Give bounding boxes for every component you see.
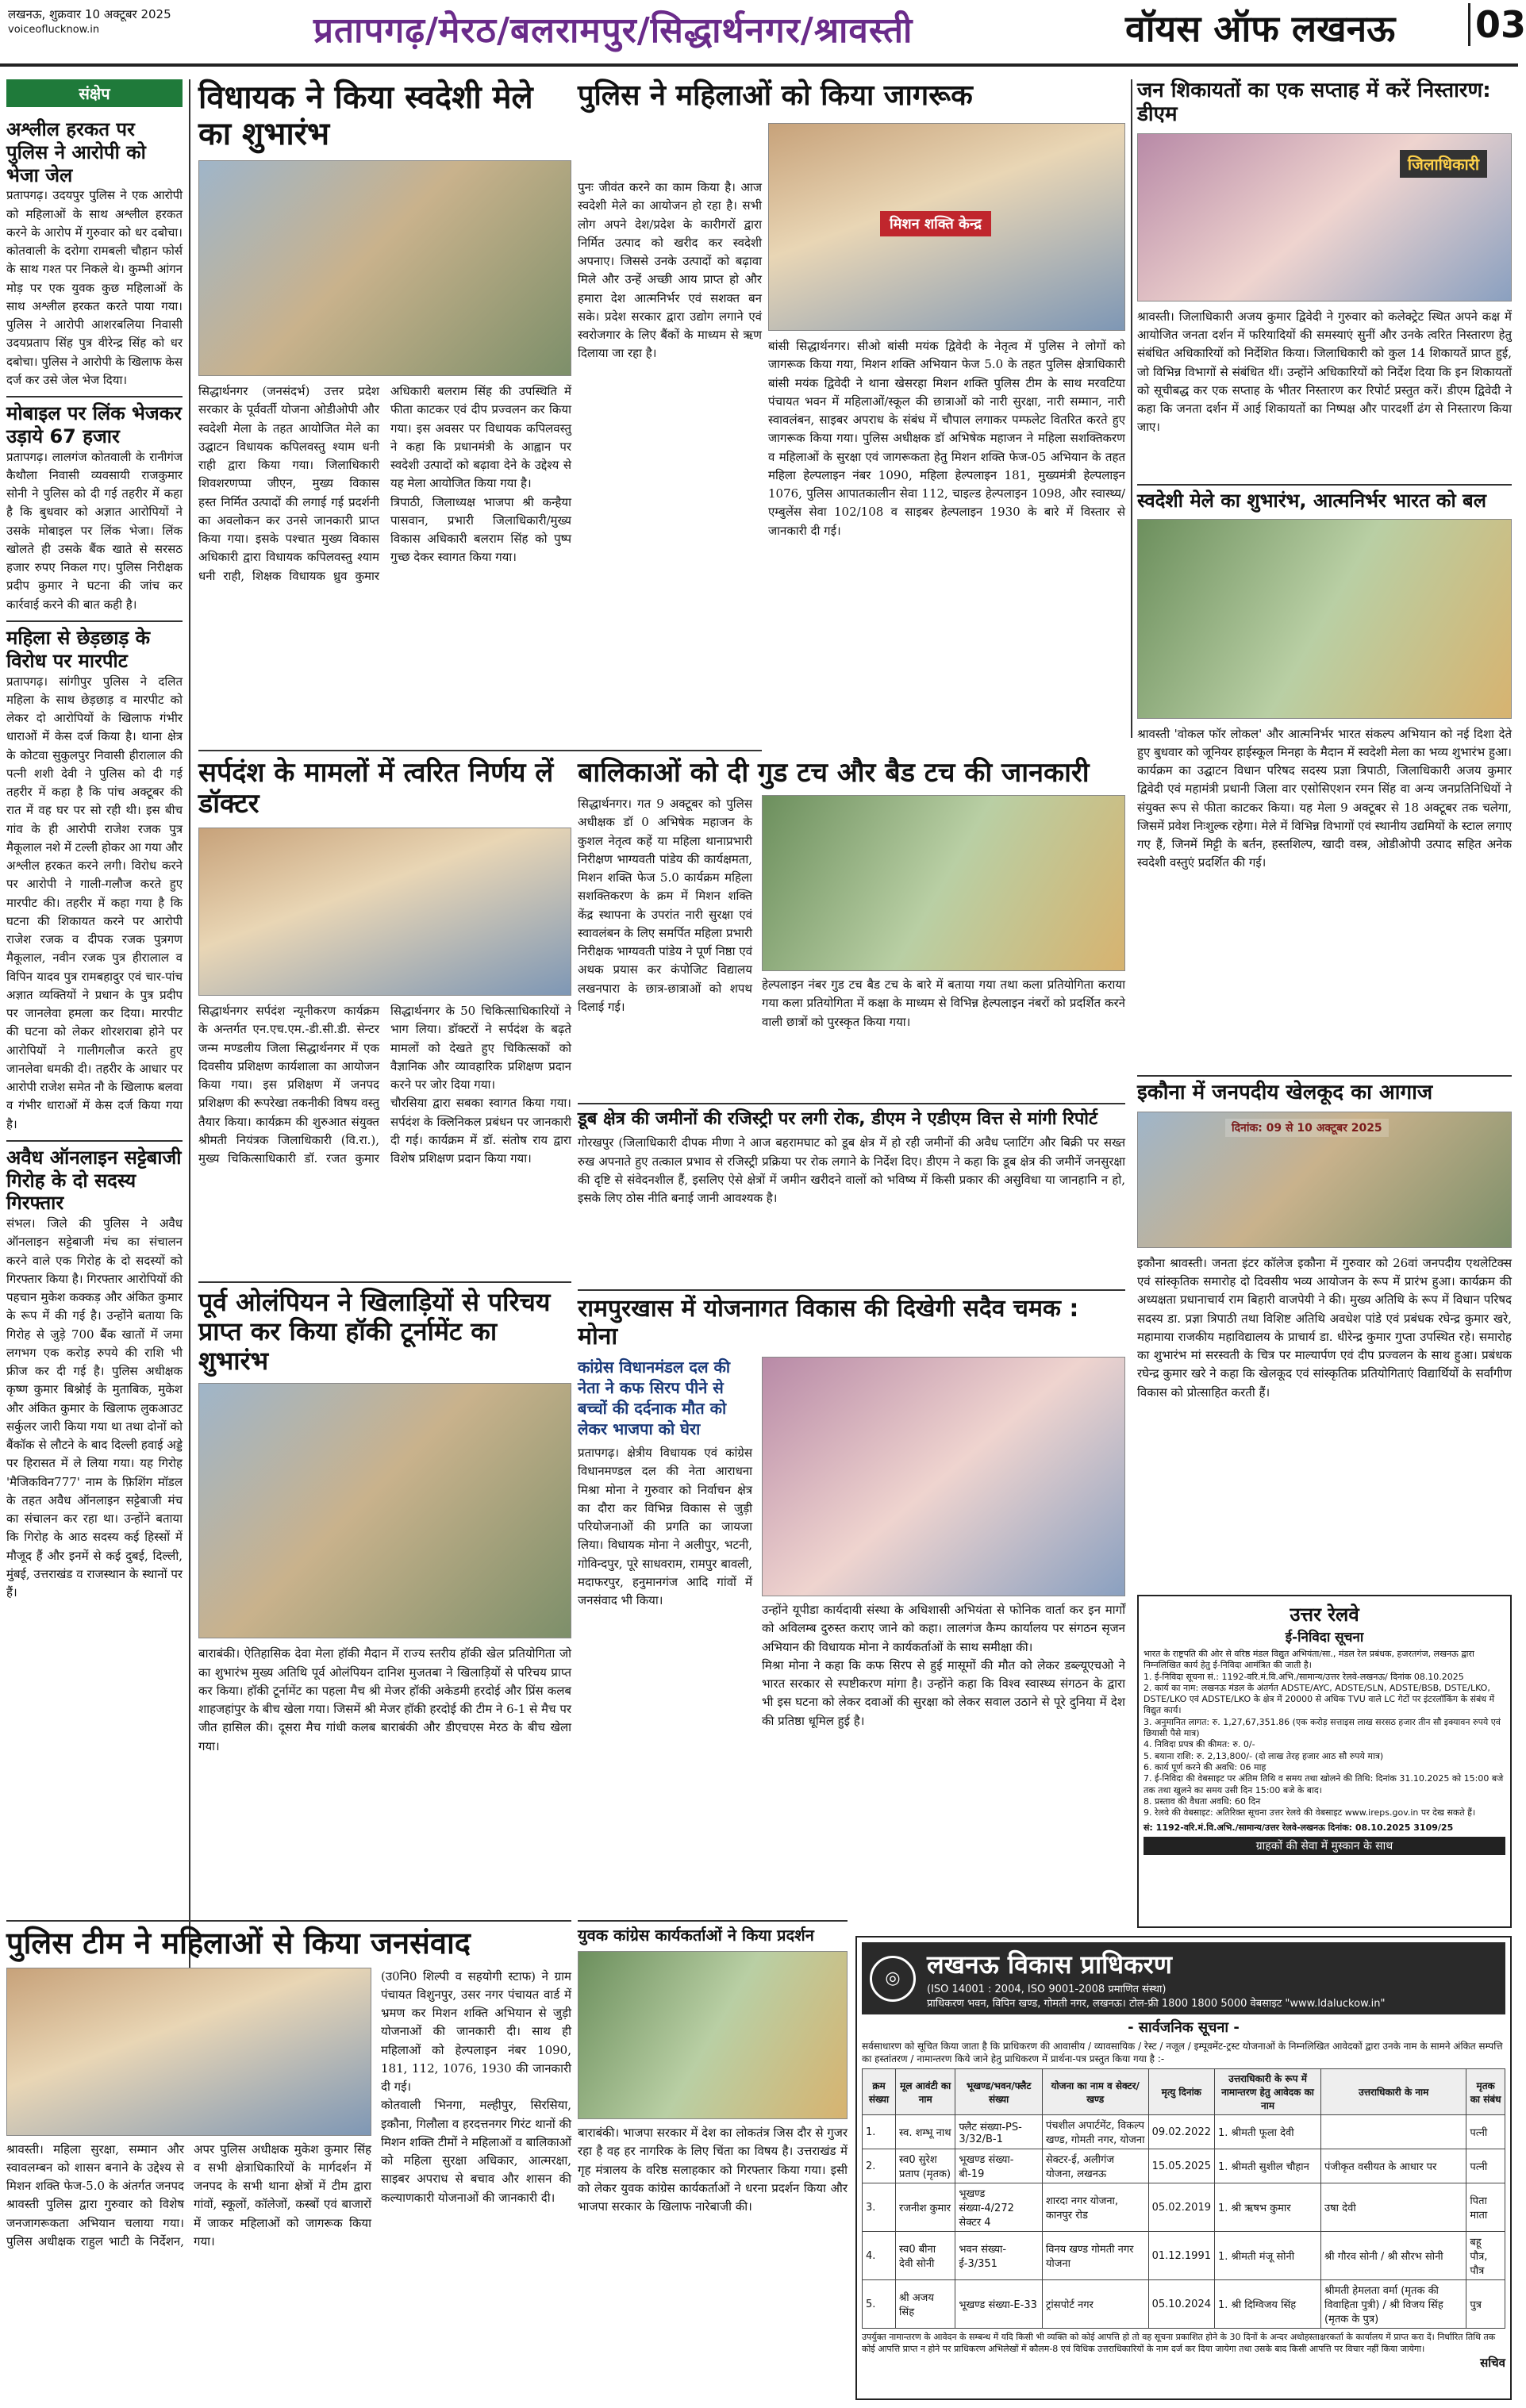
story-body: श्रावस्ती 'वोकल फॉर लोकल' और आत्मनिर्भर भारत संकल्प अभियान को नई दिशा देते हुए बुधवार को जूनियर हाईस्कूल मिनहा के मैदान में स्वदेशी मेला का भव्य शुभारंभ हुआ। कार्यक्रम का उद्घाटन विधान परिषद सदस्य प्रज्ञा त्रिपाठी, जिलाधिकारी अजय कुमार द्विवेदी एवं महामंत्री प्रधानी जिला वार एसोसिएशन रमन सिंह वा अन्य जनप्रतिनिधियों ने संयुक्त रूप से फीता काटकर किया। यह मेला 9 अक्टूबर से 18 अक्टूबर तक चलेगा, जिसमें प्रवेश निःशुल्क रहेगा। मेले में विभिन्न विभागों एवं स्थानीय उद्यमियों के स्टाल लगाए गए हैं, जिनमें मिट्टी के बर्तन, हस्तशिल्प, खादी वस्त्र, ओडीओपी उत्पाद सहित अनेक स्वदेशी वस्तुएं प्रदर्शित की गई। xyxy=(1137,726,1512,870)
ad-row: 4. निविदा प्रपत्र की कीमत: रु. 0/- xyxy=(1144,1739,1255,1750)
table-header: मृत्यु दिनांक xyxy=(1148,2069,1214,2115)
story-headline: डूब क्षेत्र की जमीनों की रजिस्ट्री पर लगी रोक, डीएम ने एडीएम वित्त से मांगी रिपोर्ट xyxy=(578,1109,1098,1129)
story-headline: पुलिस ने महिलाओं को किया जागरूक xyxy=(578,79,973,112)
story-photo xyxy=(1137,1112,1512,1248)
lda-title: लखनऊ विकास प्राधिकरण xyxy=(927,1949,1172,1980)
table-header: क्रम संख्या xyxy=(863,2069,896,2115)
table-header: उत्तराधिकारी के नाम xyxy=(1321,2069,1466,2115)
table-cell: 05.10.2024 xyxy=(1148,2280,1214,2329)
story-body: हेल्पलाइन नंबर गुड टच बैड टच के बारे में बताया गया तथा कला प्रतियोगिता कराया गया कला प्रतियोगिता में कक्षा के माध्यम से विभिन्न हेल्पलाइन नंबरों को प्रदर्शित करने वाली छात्रों को पुरस्कृत किया गया। xyxy=(762,977,1125,1029)
lda-sign: सचिव xyxy=(1480,2355,1505,2370)
ad-row: 5. बयाना राशि: रु. 2,13,800/- (दो लाख तेरह हजार आठ सौ रुपये मात्र) xyxy=(1144,1750,1384,1761)
story-vidhayak-cont xyxy=(578,179,762,742)
story-dm xyxy=(1137,79,1512,492)
table-row xyxy=(863,2183,1505,2232)
page-number: 03 xyxy=(1468,3,1526,46)
table-cell: श्रीमती हेमलता वर्मा (मृतक की विवाहिता पुत्री) / श्री विजय सिंह (मृतक के पुत्र) xyxy=(1321,2280,1466,2329)
story-balika xyxy=(578,758,1125,1099)
story-body: बाराबंकी। ऐतिहासिक देवा मेला हॉकी मैदान में राज्य स्तरीय हॉकी खेल प्रतियोगिता जो का शुभारंभ मुख्य अतिथि पूर्व ओलंपियन दानिश मुजतबा ने खिलाड़ियों से परिचय प्राप्त कर किया। हॉकी टूर्नामेंट का पहला मैच श्री मेजर हॉकी अकेडमी हरदोई और प्रिंस कलब शाहजहांपुर के बीच खेला गया। जिसमें श्री मेजर हॉकी हरदोई की टीम ने 6-1 से मैच पर जीत हासिल की। दूसरा मैच गांधी कलब बाराबंकी और डीएचएस मेरठ के बीच खेला गया। xyxy=(198,1646,571,1753)
table-cell: पत्नी xyxy=(1466,2115,1505,2149)
story-headline: रामपुरखास में योजनागत विकास की दिखेगी सदैव चमक : मोना xyxy=(578,1295,1079,1350)
table-row xyxy=(863,2232,1505,2280)
story-headline: इकौना में जनपदीय खेलकूद का आगाज xyxy=(1137,1081,1433,1104)
table-cell: 1. श्री ऋषभ कुमार xyxy=(1215,2183,1321,2232)
table-cell: भूखण्ड संख्या-बी-19 xyxy=(955,2149,1042,2183)
table-cell: पिता माता xyxy=(1466,2183,1505,2232)
ad-row: 9. रेलवे की वेबसाइट: अतिरिक्त सूचना उत्तर रेलवे की वेबसाइट www.ireps.gov.in पर देख सकते हैं। xyxy=(1144,1807,1476,1818)
ad-intro: भारत के राष्ट्रपति की ओर से वरिष्ठ मंडल विद्युत अभियंता/सा., मंडल रेल प्रबंधक, हजरतगंज, लखनऊ द्वारा निम्नलिखित कार्य हेतु ई-निविदा आमंत्रित की जाती है। xyxy=(1144,1649,1474,1671)
brief-headline: अश्लील हरकत पर पुलिस ने आरोपी को भेजा जेल xyxy=(6,118,146,186)
ad-row: 2. कार्य का नाम: लखनऊ मंडल के अंतर्गत ADSTE/AYC, ADSTE/SLN, ADSTE/BSB, DSTE/LKO, DSTE/LKO एवं ADSTE/LKO के क्षेत्र में 20000 से अधिक TVU वाले LC गेटों पर इंटरलॉकिंग के संबंध में विद्युत कार्य। xyxy=(1144,1682,1495,1716)
story-photo xyxy=(198,160,571,376)
page-header xyxy=(0,0,1526,67)
table-cell: पंजीकृत वसीयत के आधार पर xyxy=(1321,2149,1466,2183)
story-body: सिद्धार्थनगर (जनसंदर्भ) उत्तर प्रदेश सरकार के पूर्ववर्ती योजना ओडीओपी और स्वदेशी मेला के तहत आयोजित मेले का उद्घाटन विधायक कपिलवस्तु श्याम धनी राही द्वारा किया गया। जिलाधिकारी शिवशरणप्पा जीएन, मुख्य विकास अधिकारी बलराम सिंह की उपस्थिति में फीता काटकर एवं दीप प्रज्वलन कर किया गया। इस अवसर पर विधायक कपिलवस्तु ने कहा कि प्रधानमंत्री के आह्वान पर स्वदेशी उत्पादों को बढ़ावा देने के उद्देश्य से यह मेला आयोजित किया गया है। xyxy=(198,384,571,491)
story-sarpdansh xyxy=(198,758,571,1273)
table-cell: 4. xyxy=(863,2232,896,2280)
story-vidhayak xyxy=(198,79,571,746)
ad-row: 1. ई-निविदा सूचना सं.: 1192-वरि.मं.वि.अभि./सामान्य/उत्तर रेलवे-लखनऊ/ दिनांक 08.10.2025 xyxy=(1144,1671,1464,1682)
table-cell: 1. xyxy=(863,2115,896,2149)
edition-title: प्रतापगढ़/मेरठ/बलरामपुर/सिद्धार्थनगर/श्रावस्ती xyxy=(313,10,913,51)
story-body: प्रशिक्षण की रूपरेखा तकनीकी विषय वस्तु तैयार किया। कार्यक्रम की शुरुआत संयुक्त श्रीमती नियंत्रक जिलाधिकारी (वि.रा.), मुख्य चिकित्साधिकारी डॉ. रजत कुमार चौरसिया द्वारा सबका स्वागत किया गया। सर्पदंश के क्लिनिकल प्रबंधन पर जानकारी दी गई। कार्यक्रम में डॉ. संतोष राय द्वारा विशेष प्रशिक्षण प्रदान किया गया। xyxy=(198,1096,571,1166)
table-cell: 2. xyxy=(863,2149,896,2183)
ad-slogan: ग्राहकों की सेवा में मुस्कान के साथ xyxy=(1144,1837,1505,1855)
brief-headline: महिला से छेड़छाड़ के विरोध पर मारपीट xyxy=(6,620,183,673)
table-header: उत्तराधिकारी के रूप में नामान्तरण हेतु आवेदक का नाम xyxy=(1215,2069,1321,2115)
table-cell: श्री गौरव सोनी / श्री सौरभ सोनी xyxy=(1321,2232,1466,2280)
table-cell: पत्नी xyxy=(1466,2149,1505,2183)
story-subheadline: कांग्रेस विधानमंडल दल की नेता ने कफ सिरप पीने से बच्चों की दर्दनाक मौत को लेकर भाजपा को घेरा xyxy=(578,1358,731,1438)
brief-body: प्रतापगढ़। लालगंज कोतवाली के रानीगंज कैथौला निवासी व्यवसायी राजकुमार सोनी ने पुलिस को दी गई तहरीर में कहा है कि बुधवार को अज्ञात आरोपियों ने उसके मोबाइल पर लिंक भेजा। लिंक खोलते ही उसके बैंक खाते से सरसठ हजार रुपए निकल गए। पुलिस निरीक्षक प्रदीप कुमार ने घटना की जांच कर कार्रवाई करने की बात कही है। xyxy=(6,449,183,612)
table-row xyxy=(863,2149,1505,2183)
table-cell: स्व. शम्भू नाथ xyxy=(896,2115,955,2149)
story-photo xyxy=(6,1968,371,2136)
ad-footer: सं: 1192-वरि.मं.वि.अभि./सामान्य/उत्तर रेलवे-लखनऊ दिनांक: 08.10.2025 3109/25 xyxy=(1144,1822,1454,1834)
lda-notice-title: - सार्वजनिक सूचना - xyxy=(1128,2019,1240,2036)
story-body: सिद्धार्थनगर। गत 9 अक्टूबर को पुलिस अधीक्षक डॉ 0 अभिषेक महाजन के कुशल नेतृत्व कहें या महिला थानाप्रभारी निरीक्षण भाग्यवती पांडेय की कार्यक्षमता, मिशन शक्ति फेज 5.0 कार्यक्रम महिला सशक्तिकरण के क्रम में मिशन शक्ति केंद्र स्थापना के उपरांत नारी सुरक्षा एवं स्वावलंबन के लिए समर्पित महिला प्रभारी निरीक्षक भाग्यवती पांडेय ने पूर्ण निष्ठा एवं अथक प्रयास कर कंपोजिट विद्यालय लखनपारा के छात्र-छात्राओं को शपथ दिलाई गई। xyxy=(578,797,752,1014)
story-body: सिद्धार्थनगर सर्पदंश न्यूनीकरण कार्यक्रम के अन्तर्गत एन.एच.एम.-डी.सी.डी. सेन्टर जन्म मण्डलीय जिला सिद्धार्थनगर में एक दिवसीय प्रशिक्षण कार्यशाला का आयोजन किया गया। इस प्रशिक्षण में जनपद सिद्धार्थनगर के 50 चिकित्साधिकारियों ने भाग लिया। डॉक्टरों ने सर्पदंश के बढ़ते मामलों को देखते हुए चिकित्सकों को वैज्ञानिक और व्यावहारिक प्रशिक्षण प्रदान करने पर जोर दिया गया। xyxy=(198,1004,571,1093)
table-cell: पंचशील अपार्टमेंट, विकल्प खण्ड, गोमती नगर, योजना xyxy=(1042,2115,1148,2149)
table-cell: स्व0 बीना देवी सोनी xyxy=(896,2232,955,2280)
table-cell: फ्लैट संख्या-PS-3/32/B-1 xyxy=(955,2115,1042,2149)
story-photo xyxy=(1137,133,1512,301)
story-headline: युवक कांग्रेस कार्यकर्ताओं ने किया प्रदर्शन xyxy=(578,1926,814,1945)
table-row xyxy=(863,2115,1505,2149)
story-body: पुनः जीवंत करने का काम किया है। आज स्वदेशी मेले का आयोजन हो रहा है। सभी लोग अपने देश/प्रदेश के कारीगरों द्वारा निर्मित उत्पाद को खरीद कर स्वदेशी अपनाए। जिससे उनके उत्पादों को बढ़ावा मिले और उन्हें अच्छी आय प्राप्त हो और हमारा देश आत्मनिर्भर एवं सशक्त बन सके। प्रदेश सरकार द्वारा उद्योग लगाने एवं स्वरोजगार के लिए बैंकों के माध्यम से ऋण दिलाया जा रहा है। xyxy=(578,180,762,361)
table-cell: सेक्टर-ई, अलीगंज योजना, लखनऊ xyxy=(1042,2149,1148,2183)
table-cell: 1. श्री दिग्विजय सिंह xyxy=(1215,2280,1321,2329)
story-jansamvad xyxy=(6,1920,571,2396)
story-body: कोतवाली भिनगा, मल्हीपुर, सिरसिया, इकौना, गिलौला व हरदत्तनगर गिरंट थानों की मिशन शक्ति टीमों ने महिलाओं व बालिकाओं को महिला सुरक्षा अधिकार, आत्मरक्षा, साइबर अपराध से बचाव और शासन की कल्याणकारी योजनाओं की जानकारी दी। xyxy=(381,2098,571,2205)
story-body: श्रावस्ती। महिला सुरक्षा, सम्मान और स्वावलम्बन को शासन बनाने के उद्देश्य से मिशन शक्ति फेज-5.0 के अंतर्गत जनपद श्रावस्ती पुलिस द्वारा गुरुवार को विशेष जनजागरूकता अभियान चलाया गया। पुलिस अधीक्षक राहुल भाटी के निर्देशन, अपर पुलिस अधीक्षक मुकेश कुमार सिंह व सभी क्षेत्राधिकारियों के मार्गदर्शन में जनपद के सभी थाना क्षेत्रों में टीम द्वारा गांवों, स्कूलों, कॉलेजों, कस्बों एवं बाजारों में जाकर महिलाओं को जागरूक किया गया। xyxy=(6,2141,371,2249)
lda-address: प्राधिकरण भवन, विपिन खण्ड, गोमती नगर, लखनऊ। टोल-फ्री 1800 1800 5000 वेबसाइट "www.ldaluckow.in" xyxy=(927,1998,1386,2010)
ad-row: 8. प्रस्ताव की वैधता अवधि: 60 दिन xyxy=(1144,1795,1261,1807)
table-cell: 15.05.2025 xyxy=(1148,2149,1214,2183)
story-body: श्रावस्ती। जिलाधिकारी अजय कुमार द्विवेदी ने गुरुवार को कलेक्ट्रेट स्थित अपने कक्ष में आयोजित जनता दर्शन में फरियादियों की समस्याएं सुनीं और उनके त्वरित निस्तारण हेतु संबंधित अधिकारियों को निर्देशित किया। जिलाधिकारी को कुल 14 शिकायतें प्राप्त हुई, जो विभिन्न विभागों से संबंधित थीं। उन्होंने अधिकारियों को निर्देश दिया कि इन शिकायतों को सूचीबद्ध कर एक सप्ताह के भीतर निस्तारण कर रिपोर्ट प्रस्तुत करें। डीएम द्विवेदी ने कहा कि जनता दर्शन में आई शिकायतों का निष्पक्ष और पारदर्शी ढंग से निस्तारण किया जाए। xyxy=(1137,309,1512,435)
dateline: लखनऊ, शुक्रवार 10 अक्टूबर 2025 xyxy=(8,7,171,21)
nameplate: जिलाधिकारी xyxy=(1400,150,1487,178)
table-cell: 1. श्रीमती मंजू सोनी xyxy=(1215,2232,1321,2280)
lda-logo-icon: ◎ xyxy=(870,1956,916,2002)
table-cell: भवन संख्या-ई-3/351 xyxy=(955,2232,1042,2280)
story-body: मिश्रा मोना ने कहा कि कफ सिरप से हुई मासूमों की मौत को लेकर डब्ल्यूएचओ ने भारत सरकार से स्पष्टीकरण मांगा है। उन्होंने कहा कि विश्व स्वास्थ्य संगठन के द्वारा भी इस घटना को लेकर दवाओं की सुरक्षा को लेकर सवाल उठाने से पूरे दुनिया में देश की प्रतिष्ठा धूमिल हुई है। xyxy=(762,1657,1125,1728)
table-cell: भूखण्ड संख्या-E-33 xyxy=(955,2280,1042,2329)
ad-row: 3. अनुमानित लागत: रु. 1,27,67,351.86 (एक करोड़ सत्ताइस लाख सरसठ हजार तीन सौ इक्यावन रुपये एवं छियासी पैसे मात्र) xyxy=(1144,1716,1501,1739)
story-police-women xyxy=(768,123,1125,742)
table-cell: 1. श्रीमती सुशील चौहान xyxy=(1215,2149,1321,2183)
masthead: वॉयस ऑफ लखनऊ xyxy=(1125,7,1396,50)
brief-body: प्रतापगढ़। सांगीपुर पुलिस ने दलित महिला के साथ छेड़छाड़ व मारपीट को लेकर दो आरोपियों के खिलाफ गंभीर धाराओं में केस दर्ज किया है। थाना क्षेत्र के कोटवा सुकुलपुर निवासी हीरालाल की पत्नी शशी देवी ने पुलिस को दी गई तहरीर में कहा है कि पांच अक्टूबर की रात में वह घर पर सो रही थी। इस बीच गांव के ही आरोपी राजेश रजक पुत्र मैकूलाल नशे में टल्ली होकर आ गया और अश्लील हरकत करने लगी। विरोध करने पर आरोपी ने गाली-गलौज करते हुए मारपीट की। तहरीर में कहा गया है कि घटना की शिकायत करने पर आरोपी राजेश रजक व दीपक रजक पुत्रगण मैकूलाल, नवीन रजक पुत्र हीरालाल व विपिन यादव पुत्र रामबहादुर एवं चार-पांच अज्ञात व्यक्तियों ने प्रधान के पुत्र प्रदीप पर जानलेवा हमला कर दिया। मारपीट की घटना को लेकर शोरशराबा होने पर आरोपियों ने गालीगलौज करते हुए जानलेवा धमकी दी। तहरीर के आधार पर आरोपी राजेश समेत नौ के खिलाफ बलवा व गंभीर धाराओं में केस दर्ज किया गया है। xyxy=(6,674,183,1131)
story-body: बाराबंकी। भाजपा सरकार में देश का लोकतंत्र जिस दौर से गुजर रहा है वह हर नागरिक के लिए चिंता का विषय है। उत्तराखंड में गृह मंत्रालय के वरिष्ठ सलाहकार को गिरफ्तार किया गया। इसी को लेकर युवक कांग्रेस कार्यकर्ताओं ने धरना प्रदर्शन किया और भाजपा सरकार के खिलाफ नारेबाजी की। xyxy=(578,2126,848,2214)
banner-text: मिशन शक्ति केन्द्र xyxy=(880,211,991,236)
story-headline: पुलिस टीम ने महिलाओं से किया जनसंवाद xyxy=(6,1926,471,1961)
story-headline: विधायक ने किया स्वदेशी मेले का शुभारंभ xyxy=(198,79,533,152)
story-photo xyxy=(578,1951,848,2119)
table-cell: 1. श्रीमती फूला देवी xyxy=(1215,2115,1321,2149)
story-congress xyxy=(578,1920,848,2396)
story-headline: बालिकाओं को दी गुड टच और बैड टच की जानकारी xyxy=(578,757,1090,789)
table-header: योजना का नाम व सेक्टर/खण्ड xyxy=(1042,2069,1148,2115)
story-body: बांसी सिद्धार्थनगर। सीओ बांसी मयंक द्विवेदी के नेतृत्व में पुलिस ने लोगों को जागरूक किया गया, मिशन शक्ति अभियान फेज 5.0 के तहत पुलिस क्षेत्राधिकारी बांसी मयंक द्विवेदी ने थाना खेसरहा मिशन शक्ति पुलिस टीम के साथ मरवटिया पंचायत भवन में महिलाओं/स्कूल की छात्राओं को नारी सुरक्षा, नारी सम्मान, नारी स्वावलंबन, साइबर अपराध के संबंध में चौपाल लगाकर पम्फलेट वितरित करते हुए जागरूक किया गया। पुलिस अधीक्षक डॉ अभिषेक महाजन ने महिला सशक्तिकरण व महिलाओं के सुरक्षा एवं जागरूकता हेतु मिशन शक्ति फेज-05 अभियान के तहत महिला हेल्पलाइन नंबर 1090, महिला हेल्पलाइन 181, मुख्यमंत्री हेल्पलाइन 1076, पुलिस आपातकालीन सेवा 112, चाइल्ड हेल्पलाइन 1098, और स्वास्थ्य/एम्बुलेंस सेवा 102/108 व साइबर हेल्पलाइन 1930 के बारे में विस्तार से जानकारी दी गई। xyxy=(768,339,1125,538)
table-header: मृतक का संबंध xyxy=(1466,2069,1505,2115)
table-cell: शारदा नगर योजना, कानपुर रोड xyxy=(1042,2183,1148,2232)
story-headline: जन शिकायतों का एक सप्ताह में करें निस्तारण: डीएम xyxy=(1137,79,1491,126)
table-cell: 01.12.1991 xyxy=(1148,2232,1214,2280)
story-olympian xyxy=(198,1281,571,1916)
banner-text: दिनांक: 09 से 10 अक्टूबर 2025 xyxy=(1225,1119,1389,1137)
table-cell: 05.02.2019 xyxy=(1148,2183,1214,2232)
brief-headline: अवैध ऑनलाइन सट्टेबाजी गिरोह के दो सदस्य गिरफ्तार xyxy=(6,1140,183,1215)
brief-body: प्रतापगढ़। उदयपुर पुलिस ने एक आरोपी को महिलाओं के साथ अश्लील हरकत करने के आरोप में गुरुवार को धर दबोचा। कोतवाली के दरोगा रामबली चौहान फोर्स के साथ गश्त पर निकले थे। कुम्भी आंगन मोड़ पर एक युवक कुछ महिलाओं के साथ अश्लील हरकत करते पाया गया। पुलिस ने आरोपी आशरबलिया निवासी उदयप्रताप सिंह पुत्र वीरेन्द्र सिंह को धर दबोचा। पुलिस ने आरोपी के खिलाफ केस दर्ज कर उसे जेल भेज दिया। xyxy=(6,188,183,387)
table-cell: ट्रांसपोर्ट नगर xyxy=(1042,2280,1148,2329)
story-photo xyxy=(762,795,1125,971)
story-headline: स्वदेशी मेले का शुभारंभ, आत्मनिर्भर भारत को बल xyxy=(1137,490,1486,512)
story-body: गोरखपुर (जिलाधिकारी दीपक मीणा ने आज बहरामघाट को डूब क्षेत्र में हो रही जमीनों की अवैध प्लाटिंग और बिक्री पर सख्त रुख अपनाते हुए तत्काल प्रभाव से रजिस्ट्री प्रक्रिया पर रोक लगाने के निर्देश दिए। डीएम ने कहा कि डूब क्षेत्र की जमीनें जनसुरक्षा की दृष्टि से संवेदनशील हैं, इसलिए ऐसे क्षेत्रों में जमीन खरीदने वालों को भविष्य में किसी प्रकार की असुविधा या जानहानि न हो, इसके लिए ठोस नीति बनाई जानी आवश्यक है। xyxy=(578,1135,1125,1206)
ad-row: 6. कार्य पूर्ण करने की अवधि: 06 माह xyxy=(1144,1761,1267,1772)
table-cell: 3. xyxy=(863,2183,896,2232)
story-body: उन्होंने यूपीडा कार्यदायी संस्था के अधिशासी अभियंता से फोनिक वार्ता कर इन मार्गों को अविलम्ब दुरुस्त कराए जाने को कहा। लालगंज कैम्प कार्यालय पर संगठन सृजन अभियान की विधायक मोना ने कार्यकर्ताओं के साथ समीक्षा की। xyxy=(762,1603,1125,1654)
story-body: प्रतापगढ़। क्षेत्रीय विधायक एवं कांग्रेस विधानमण्डल दल की नेता आराधना मिश्रा मोना ने गुरुवार को निर्वाचन क्षेत्र का दौरा कर विभिन्न विकास से जुड़ी परियोजनाओं की प्रगति का जायजा लिया। विधायक मोना ने अलीपुर, भटनी, गोविन्दपुर, पूरे साधवराम, रामपुर बावली, मदाफरपुर, हनुमानगंज आदि गांवों में जनसंवाद भी किया। xyxy=(578,1446,752,1607)
story-body: हस्त निर्मित उत्पादों की लगाई गई प्रदर्शनी का अवलोकन कर उनसे जानकारी प्राप्त किया गया। इसके पश्चात मुख्य विकास अधिकारी द्वारा विधायक कपिलवस्तु श्याम धनी राही, शिक्षक विधायक ध्रुव कुमार त्रिपाठी, जिलाध्यक्ष भाजपा श्री कन्हैया पासवान, प्रभारी जिलाधिकारी/मुख्य विकास अधिकारी बलराम सिंह को पुष्प गुच्छ देकर स्वागत किया गया। xyxy=(198,494,571,583)
website[interactable]: voiceoflucknow.in xyxy=(8,24,100,36)
table-cell: बहू पौत्र, पौत्र xyxy=(1466,2232,1505,2280)
table-cell: श्री अजय सिंह xyxy=(896,2280,955,2329)
lda-footer: उपर्युक्त नामान्तरण के आवेदन के सम्बन्ध में यदि किसी भी व्यक्ति को कोई आपत्ति हो तो वह सूचना प्रकाशित होने के 30 दिनों के अन्दर अधोहस्ताक्षरकर्ता के कार्यालय में प्राप्त करा दें। निर्धारित तिथि तक कोई आपत्ति प्राप्त न होने पर प्राधिकरण अभिलेखों में कौलम-8 एवं विधिक उत्तराधिकारियों के नाम दर्ज कर दिया जायेगा तथा उसके बाद किसी आपत्ति पर विचार नहीं किया जायेगा। xyxy=(862,2332,1496,2354)
table-cell: भूखण्ड संख्या-4/272 सेक्टर 4 xyxy=(955,2183,1042,2232)
story-photo xyxy=(762,1357,1125,1596)
story-doob xyxy=(578,1103,1125,1285)
story-photo xyxy=(1137,519,1512,719)
brief-tag: संक्षेप xyxy=(6,79,183,107)
story-headline: पूर्व ओलंपियन ने खिलाड़ियों से परिचय प्राप्त कर किया हॉकी टूर्नामेंट का शुभारंभ xyxy=(198,1287,551,1376)
table-cell: 5. xyxy=(863,2280,896,2329)
story-rampur xyxy=(578,1289,1125,1908)
story-body: इकौना श्रावस्ती। जनता इंटर कॉलेज इकौना में गुरुवार को 26वां जनपदीय एथलेटिक्स एवं सांस्कृतिक समारोह दो दिवसीय भव्य आयोजन के रूप में प्रारंभ हुआ। कार्यक्रम की अध्यक्षता प्रधानाचार्य राम बिहारी वाजपेयी ने की। मुख्य अतिथि के रूप में विधान परिषद सदस्य डा. प्रज्ञा त्रिपाठी तथा विशिष्ट अतिथि अवधेश पांडे एवं प्रबंधक रघेन्द्र कुमार खरे, महामाया राजकीय महाविद्यालय के प्राचार्य डा. धीरेन्द्र कुमार गुप्ता उपस्थित रहे। समारोह का शुभारंभ मां सरस्वती के चित्र पर माल्यार्पण एवं दीप प्रज्वलन के साथ हुआ। प्रबंधक रघेन्द्र कुमार खरे ने कहा कि खेलकूद एवं सांस्कृतिक प्रतियोगिताएं विद्यार्थियों के सर्वांगीण विकास को प्रोत्साहित करती हैं। xyxy=(1137,1255,1512,1400)
story-photo xyxy=(198,1383,571,1638)
table-cell: रजनीश कुमार xyxy=(896,2183,955,2232)
lda-public-notice xyxy=(855,1936,1512,2400)
ad-org: उत्तर रेलवे xyxy=(1290,1603,1359,1626)
ad-row: 7. ई-निविदा की वेबसाइट पर अंतिम तिथि व समय तथा खोलने की तिथि: दिनांक 31.10.2025 को 15:00 बजे तक तथा खुलने का समय उसी दिन 15:00 बजे के बाद। xyxy=(1144,1773,1504,1795)
table-cell: पुत्र xyxy=(1466,2280,1505,2329)
lda-table xyxy=(862,2068,1505,2329)
table-cell: विनय खण्ड गोमती नगर योजना xyxy=(1042,2232,1148,2280)
story-headline: सर्पदंश के मामलों में त्वरित निर्णय लें डॉक्टर xyxy=(198,757,554,820)
story-swadeshi xyxy=(1137,484,1512,1071)
rail-tender-ad xyxy=(1137,1595,1512,1928)
table-cell xyxy=(1321,2115,1466,2149)
story-ikauna xyxy=(1137,1075,1512,1587)
ad-title: ई-निविदा सूचना xyxy=(1285,1630,1364,1646)
left-column xyxy=(6,79,190,2107)
story-body: (उ0नि0 शिल्पी व सहयोगी स्टाफ) ने ग्राम पंचायत विशुनपुर, उसर नगर पंचायत वार्ड में भ्रमण कर मिशन शक्ति अभियान से जुड़ी योजनाओं की जानकारी दी। साथ ही महिलाओं को हेल्पलाइन नंबर 1090, 181, 112, 1076, 1930 की जानकारी दी गई। xyxy=(381,1968,571,2095)
table-cell: उषा देवी xyxy=(1321,2183,1466,2232)
table-row xyxy=(863,2280,1505,2329)
table-header: मूल आवंटी का नाम xyxy=(896,2069,955,2115)
story-photo xyxy=(768,123,1125,331)
lda-iso: (ISO 14001 : 2004, ISO 9001-2008 प्रमाणित संस्था) xyxy=(927,1984,1167,1995)
lda-intro: सर्वसाधारण को सूचित किया जाता है कि प्राधिकरण की आवासीय / व्यावसायिक / रेस्ट / नजूल / इम्पूवमेंट-ट्रस्ट योजनाओं के निम्नलिखित आवेदकों द्वारा उनके नाम के सामने अंकित सम्पत्ति का हस्तांतरण / नामान्तरण किये जाने हेतु प्राधिकरण में प्रार्थना-पत्र प्रस्तुत किया गया है :- xyxy=(862,2041,1503,2065)
brief-body: संभल। जिले की पुलिस ने अवैध ऑनलाइन सट्टेबाजी मंच का संचालन करने वाले एक गिरोह के दो सदस्यों को गिरफ्तार किया है। गिरफ्तार आरोपियों की पहचान मुकेश कक्कड़ और अंकित कुमार के रूप में की गई है। उन्होंने बताया कि गिरोह से जुड़े 700 बैंक खातों में जमा लगभग एक करोड़ रुपये की राशि भी फ्रीज कर दी गई है। पुलिस अधीक्षक कृष्ण कुमार बिश्नोई के मुताबिक, मुकेश और अंकित कुमार के खिलाफ लुकआउट सर्कुलर जारी किया गया था तथा दोनों को बैंकॉक से लौटने के बाद दिल्ली हवाई अड्डे पर हिरासत में ले लिया गया। यह गिरोह 'मैजिकविन777' नाम के फ़िशिंग मॉडल के तहत अवैध ऑनलाइन सट्टेबाजी मंच का संचालन कर रहा था। उन्होंने बताया कि गिरोह के आठ सदस्य कई हिस्सों में मौजूद हैं और इनमें से कई दुबई, दिल्ली, मुंबई, उत्तराखंड व राजस्थान के स्थानों पर हैं। xyxy=(6,1216,183,1600)
table-header: भूखण्ड/भवन/फ्लैट संख्या xyxy=(955,2069,1042,2115)
story-photo xyxy=(198,828,571,996)
table-cell: 09.02.2022 xyxy=(1148,2115,1214,2149)
table-cell: स्व0 सुरेश प्रताप (मृतक) xyxy=(896,2149,955,2183)
brief-headline: मोबाइल पर लिंक भेजकर उड़ाये 67 हजार xyxy=(6,396,183,448)
